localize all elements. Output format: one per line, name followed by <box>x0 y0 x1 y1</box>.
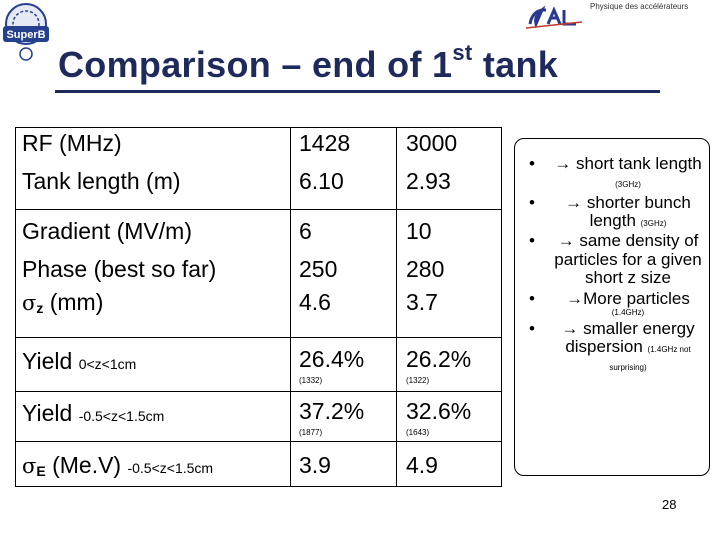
table-row <box>16 128 501 210</box>
table-row <box>16 392 501 442</box>
lal-caption: Physique des accélérateurs <box>590 2 689 11</box>
cell-3000mhz: 3000 2.93 <box>406 130 458 194</box>
cell-1428mhz: 6 250 4.6 <box>299 218 338 316</box>
lal-logo <box>524 2 720 32</box>
row-label: Yield -0.5<z<1.5cm <box>22 400 165 426</box>
bullet-dot-icon: • <box>529 192 535 212</box>
bullet-dot-icon: • <box>529 154 535 173</box>
arrow-icon: → <box>565 192 583 212</box>
sigma-symbol: σ <box>22 454 37 478</box>
page-number: 28 <box>662 497 677 512</box>
table-row <box>16 442 501 486</box>
table-row <box>16 210 501 338</box>
cell-3000mhz: 32.6% (1643) <box>406 398 472 437</box>
svg-text:SuperB: SuperB <box>6 29 46 41</box>
arrow-icon: → <box>557 231 575 251</box>
row-label: Yield 0<z<1cm <box>22 348 137 374</box>
cell-3000mhz: 4.9 <box>406 452 438 478</box>
bullet-dot-icon: • <box>529 318 535 338</box>
cell-1428mhz: 37.2% (1877) <box>299 398 365 437</box>
cell-1428mhz: 1428 6.10 <box>299 130 351 194</box>
bullet-item: • → short tank length (3GHz) <box>529 154 702 190</box>
cell-1428mhz: 26.4% (1332) <box>299 346 365 385</box>
bullet-item: • → smaller energy dispersion (1.4GHz not surprising) <box>529 318 695 373</box>
conclusions-panel <box>514 138 710 476</box>
bullet-item: • →More particles (1.4GHz) <box>529 288 690 317</box>
bullet-item: • → same density of particles for a given short z size <box>529 231 702 288</box>
bullet-dot-icon: • <box>529 231 535 251</box>
bullet-item: • → shorter bunch length (3GHz) <box>529 192 691 231</box>
arrow-icon: → <box>566 288 584 308</box>
arrow-icon: → <box>554 154 572 173</box>
title-underline <box>55 90 660 93</box>
arrow-icon: → <box>561 318 579 338</box>
slide-title: Comparison – end of 1st tank <box>58 40 559 85</box>
superb-logo <box>2 2 50 64</box>
comparison-table <box>15 127 502 487</box>
cell-1428mhz: 3.9 <box>299 452 331 478</box>
row-label: Gradient (MV/m) Phase (best so far) σz (mm) <box>22 218 217 317</box>
bullet-dot-icon: • <box>529 288 535 308</box>
table-row <box>16 338 501 392</box>
row-label: σE (Me.V) -0.5<z<1.5cm <box>22 452 214 479</box>
row-label: RF (MHz) Tank length (m) <box>22 130 181 194</box>
sigma-symbol: σ <box>22 291 37 316</box>
cell-3000mhz: 26.2% (1322) <box>406 346 472 385</box>
cell-3000mhz: 10 280 3.7 <box>406 218 445 316</box>
